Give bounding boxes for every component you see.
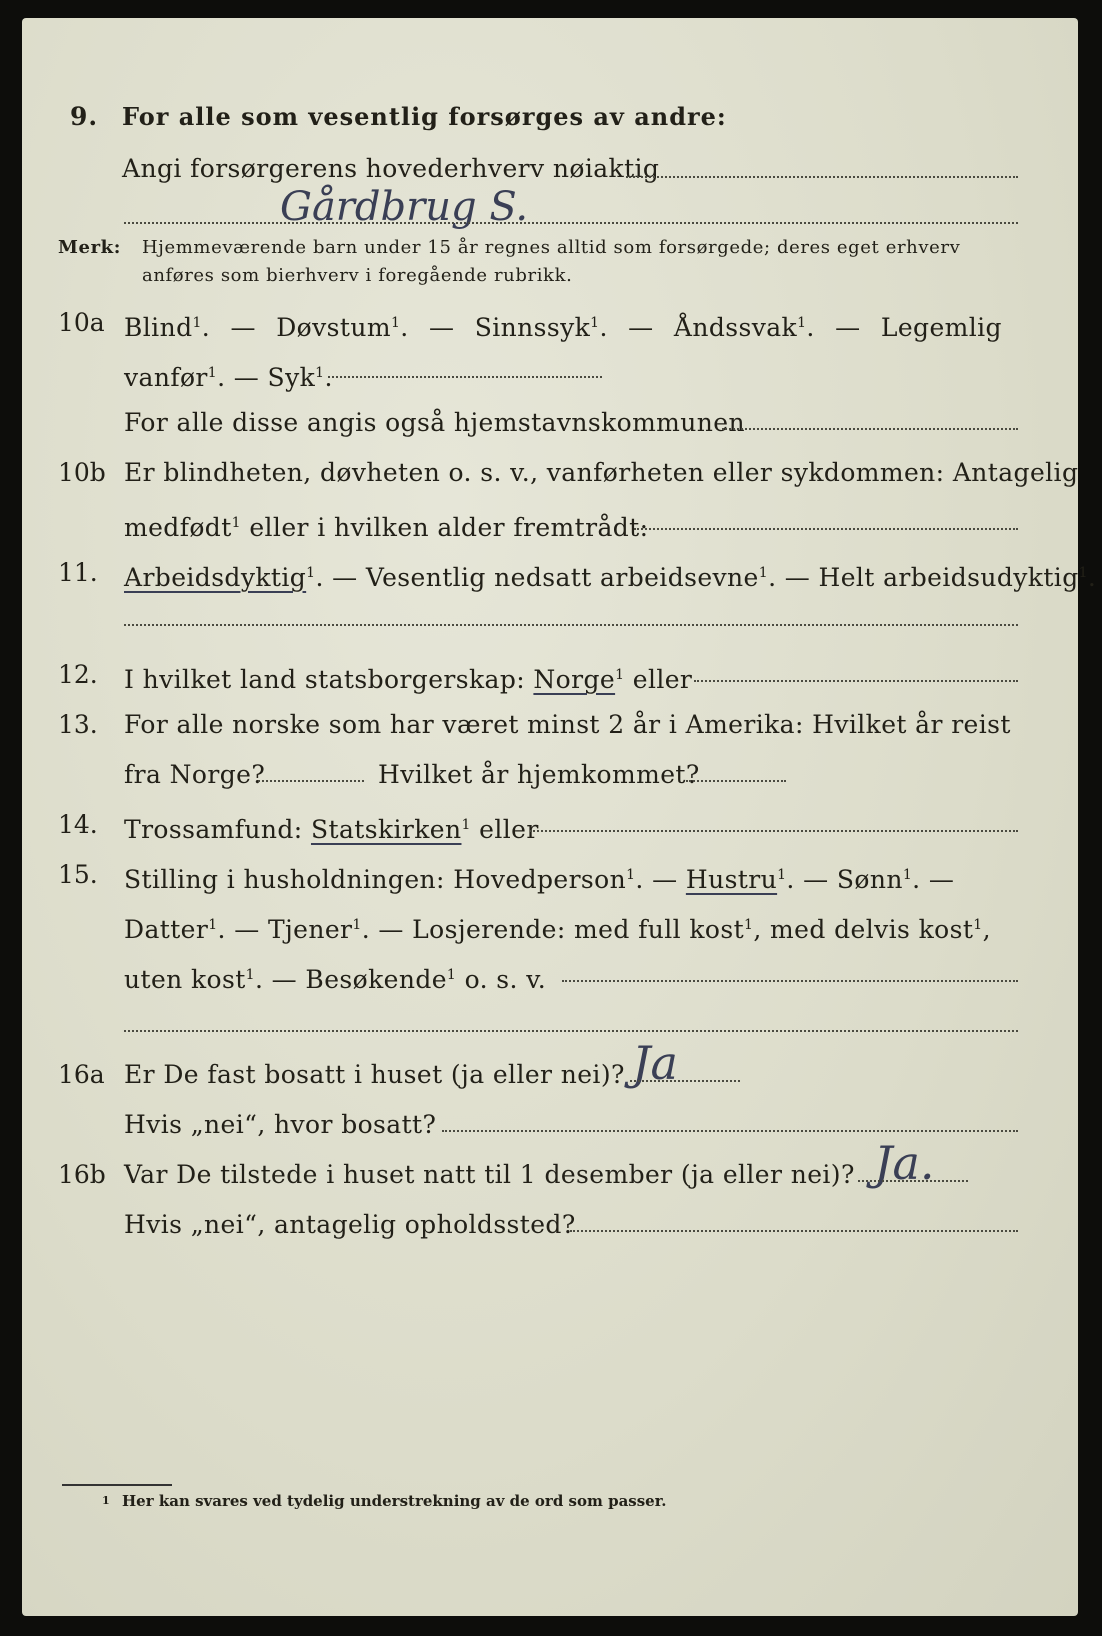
q14-line: Trossamfund: Statskirken$^1$ eller <box>124 815 539 844</box>
q16b-number: 16b <box>58 1160 106 1189</box>
q16a-line-1: Er De fast bosatt i huset (ja eller nei)? <box>124 1060 625 1089</box>
q13-line-2b: Hvilket år hjemkommet? <box>378 760 700 789</box>
census-form-page <box>22 18 1097 1616</box>
q16b-handwritten-answer: Ja. <box>874 1136 935 1190</box>
q15-line-3: uten kost$^1$. — Besøkende$^1$ o. s. v. <box>124 965 547 994</box>
q16a-handwritten-answer: Ja <box>632 1036 678 1090</box>
q9-answer-line-2 <box>124 222 1018 224</box>
q9-title: For alle som vesentlig forsørges av andre: <box>122 102 727 131</box>
q13-return-line <box>686 780 786 782</box>
q10a-line-1: Blind$^1$. — Døvstum$^1$. — Sinnssyk$^1$. — Åndssvak$^1$. — Legemlig <box>124 313 1002 342</box>
q14-selected-option: Statskirken <box>310 815 462 844</box>
q15-selected-option: Hustru <box>685 865 778 894</box>
q11-line: Arbeidsdyktig$^1$. — Vesentlig nedsatt arbeidsevne$^1$. — Helt arbeidsudyktig$^1$. <box>124 563 1097 592</box>
q16b-answer-line <box>858 1180 968 1182</box>
q10b-answer-line <box>634 528 1018 530</box>
q9-handwritten-answer: Gårdbrug S. <box>280 184 529 230</box>
q15-answer-line-1 <box>562 980 1018 982</box>
q13-departure-line <box>258 780 364 782</box>
q10a-answer-line <box>328 376 602 378</box>
q12-answer-line <box>694 680 1018 682</box>
q13-number: 13. <box>58 710 98 739</box>
q12-selected-option: Norge <box>533 665 616 694</box>
q15-answer-line-2 <box>124 1030 1018 1032</box>
footnote-text: Her kan svares ved tydelig understrekning av de ord som passer. <box>122 1492 667 1510</box>
q15-line-1: Stilling i husholdningen: Hovedperson$^1$. — Hustru$^1$. — Sønn$^1$. — <box>124 865 955 894</box>
q10a-number: 10a <box>58 308 105 337</box>
q16b-location-line <box>570 1230 1018 1232</box>
q11-selected-option: Arbeidsdyktig <box>124 563 307 592</box>
footnote-rule <box>62 1484 172 1486</box>
q10a-line-2: vanfør$^1$. — Syk$^1$. <box>124 363 333 392</box>
q16b-line-2: Hvis „nei“, antagelig opholdssted? <box>124 1210 576 1239</box>
q14-number: 14. <box>58 810 98 839</box>
q10b-line-1: Er blindheten, døvheten o. s. v., vanførheten eller sykdommen: Antagelig <box>124 458 1079 487</box>
q9-prompt: Angi forsørgerens hovederhverv nøiaktig <box>122 154 660 183</box>
q15-number: 15. <box>58 860 98 889</box>
q9-number: 9. <box>70 102 99 131</box>
footnote-mark: 1 <box>102 1494 110 1507</box>
q16a-number: 16a <box>58 1060 105 1089</box>
q16a-answer-line <box>630 1080 740 1082</box>
merk-line-1: Hjemmeværende barn under 15 år regnes alltid som forsørgede; deres eget erhverv <box>142 237 961 258</box>
q9-answer-line-1 <box>626 176 1018 178</box>
q10a-line-3: For alle disse angis også hjemstavnskommunen <box>124 408 745 437</box>
merk-line-2: anføres som bierhverv i foregående rubrikk. <box>142 265 573 286</box>
q10b-number: 10b <box>58 458 106 487</box>
q13-line-1: For alle norske som har været minst 2 år i Amerika: Hvilket år reist <box>124 710 1011 739</box>
q14-answer-line <box>530 830 1018 832</box>
q12-line: I hvilket land statsborgerskap: Norge$^1$ eller <box>124 665 693 694</box>
q16b-line-1: Var De tilstede i huset natt til 1 desember (ja eller nei)? <box>124 1160 855 1189</box>
q15-line-2: Datter$^1$. — Tjener$^1$. — Losjerende: med full kost$^1$, med delvis kost$^1$, <box>124 915 991 944</box>
q13-line-2a: fra Norge? <box>124 760 266 789</box>
q16a-line-2: Hvis „nei“, hvor bosatt? <box>124 1110 437 1139</box>
merk-label: Merk: <box>58 237 121 258</box>
q11-number: 11. <box>58 558 98 587</box>
q10b-line-2: medfødt$^1$ eller i hvilken alder fremtrådt: <box>124 513 649 542</box>
q10a-hometown-line <box>722 428 1018 430</box>
q16a-residence-line <box>442 1130 1018 1132</box>
q11-answer-line <box>124 624 1018 626</box>
q12-number: 12. <box>58 660 98 689</box>
